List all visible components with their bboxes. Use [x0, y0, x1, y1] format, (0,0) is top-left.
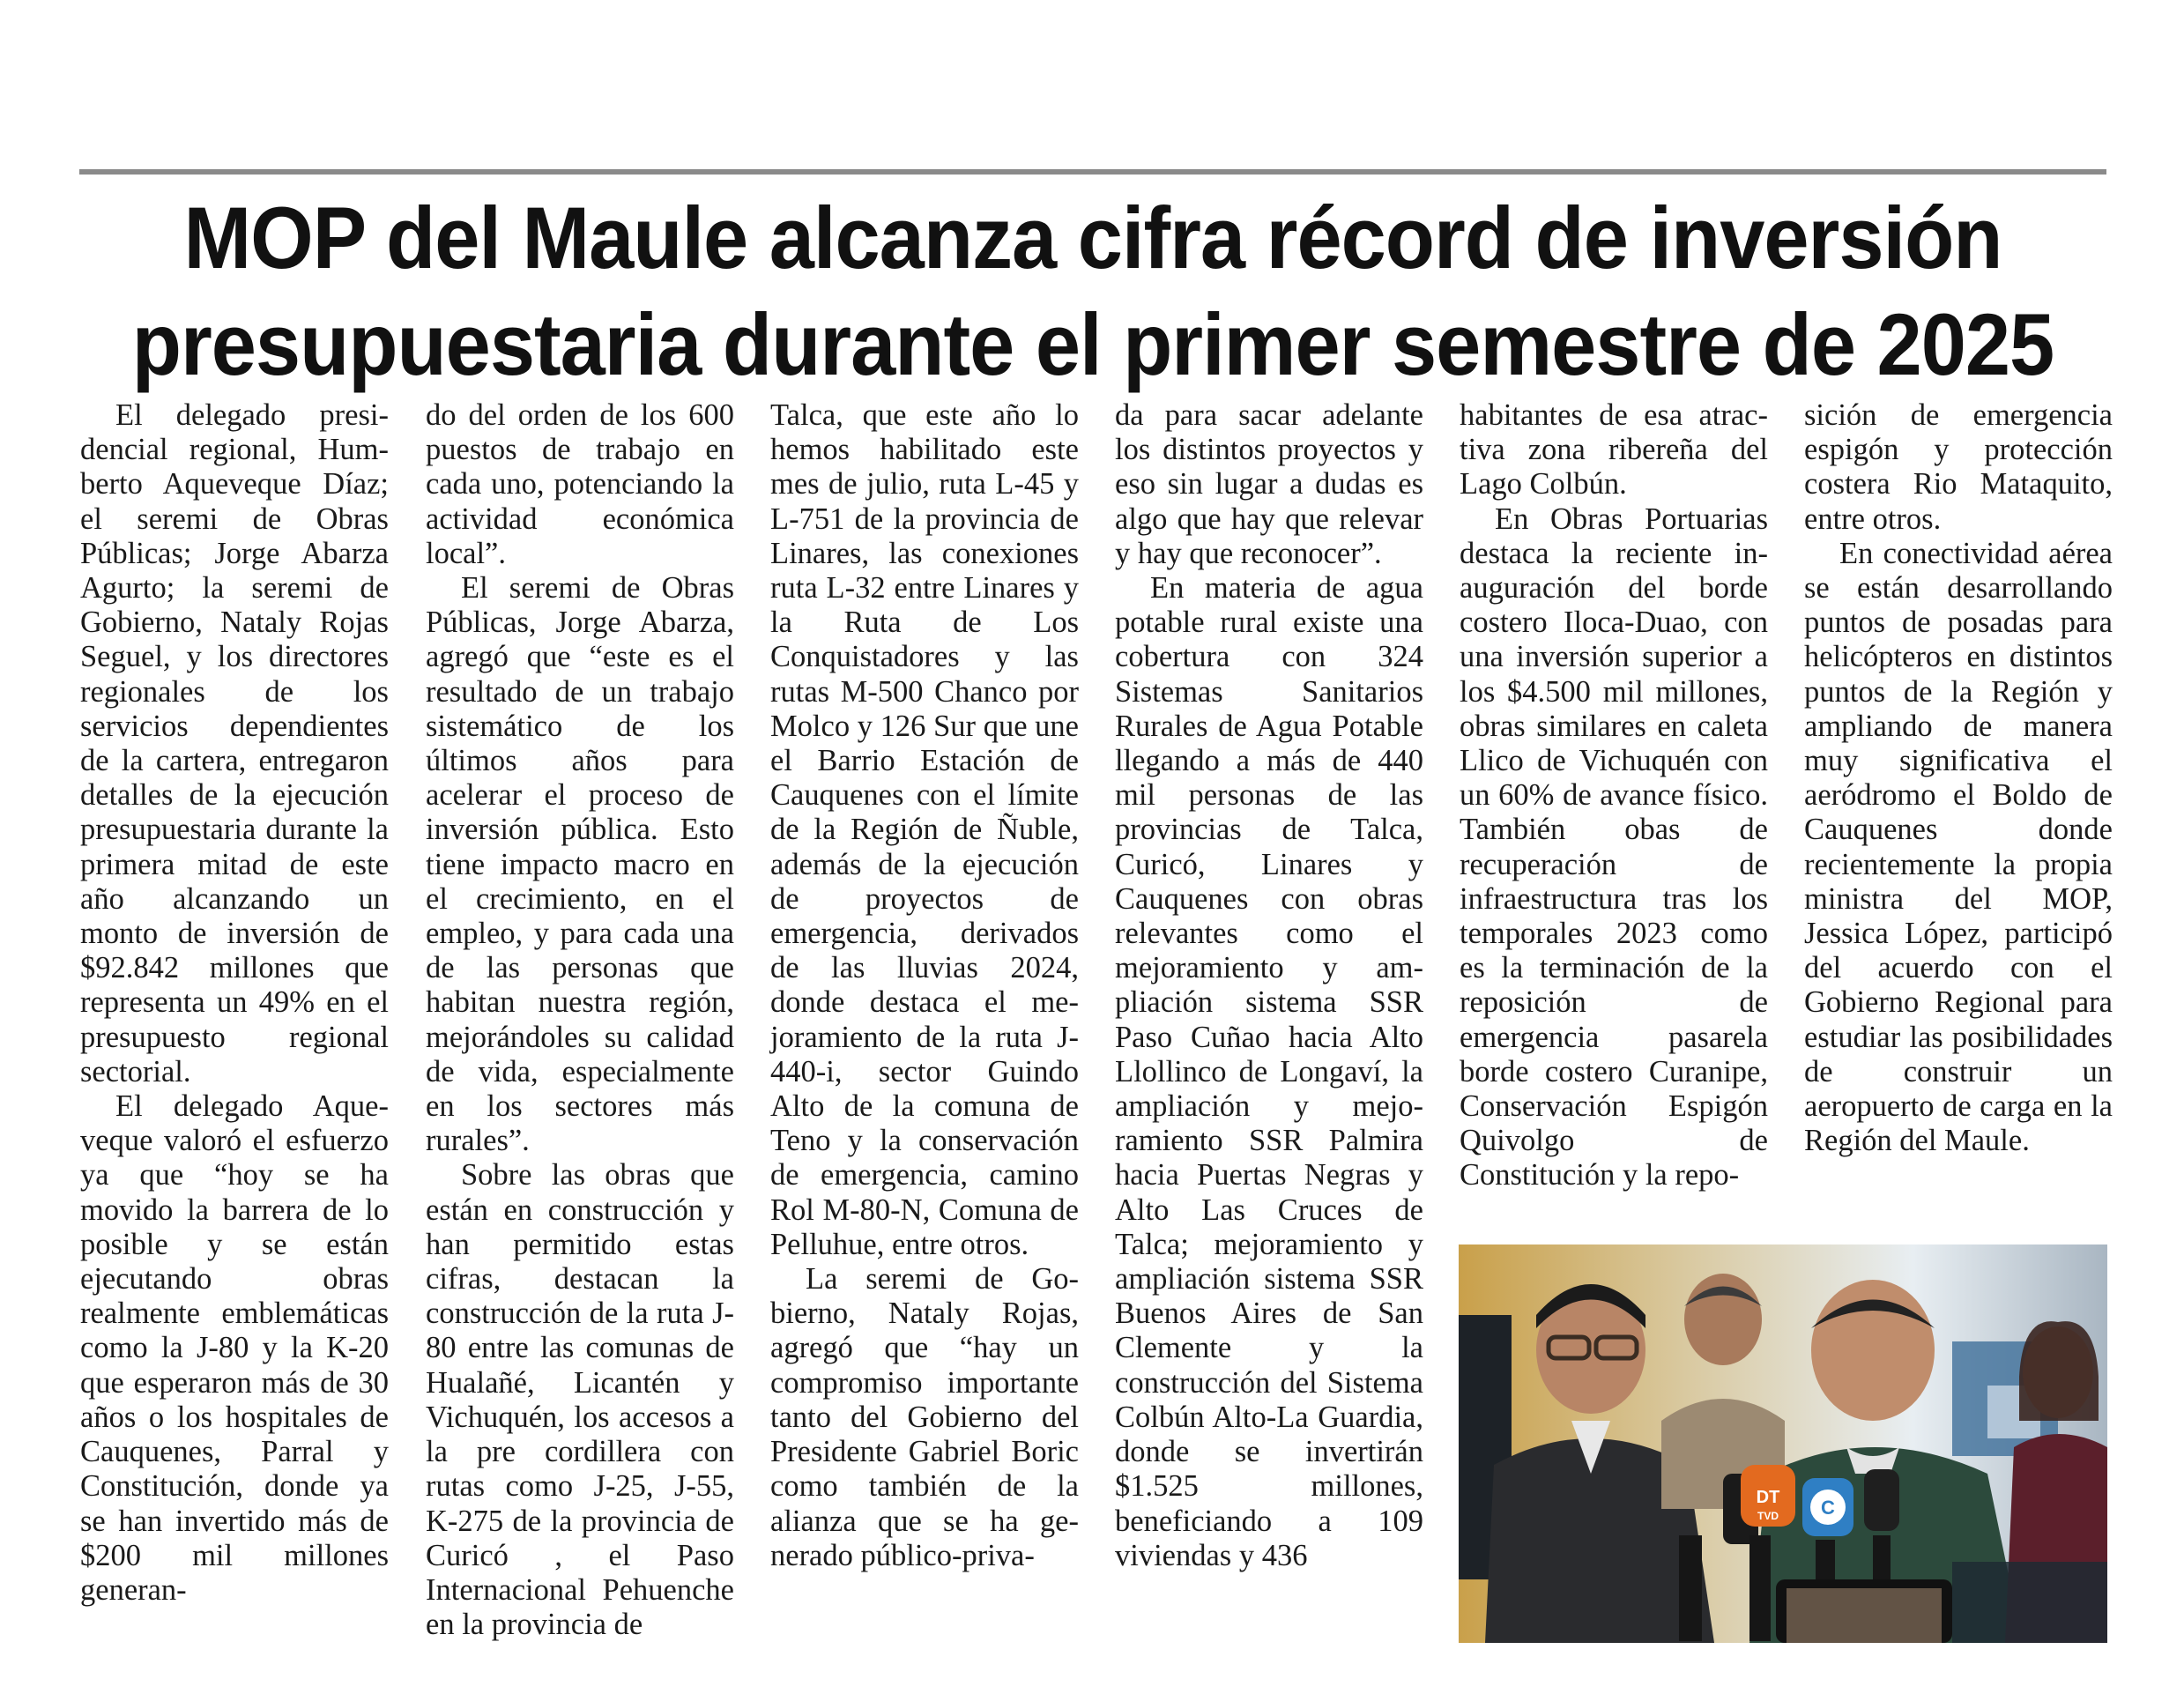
press-photo	[1459, 1244, 2107, 1643]
article-column-2	[426, 398, 734, 1642]
paragraph: En conectividad aérea se están desarrollando puntos de posadas para helicópteros en distintos puntos de la Región y ampliando de manera muy significativa el aeródromo el Boldo de Cauquenes donde recientemente la propia ministra del MOP, Jessica López, participó del acuerdo con el Gobierno Regional para estudiar las posibilidades de construir un aeropuerto de carga en la Región del Maule.	[1804, 536, 2113, 1158]
paragraph: La seremi de Gobierno, Nataly Rojas, agregó que “hay un compromiso importante tanto del Gobierno del Presidente Gabriel Boric como también de la alianza que se ha generado público-priva-	[770, 1262, 1079, 1572]
paragraph: En Obras Portuarias destaca la reciente inauguración del borde costero Iloca-Duao, con una inversión superior a los $4.500 mil millones, obras similares en caleta Llico de Vichuquén con un 60% de avance físico. También obas de recuperación de infraestructura tras los temporales 2023 como es la terminación de la reposición de emergencia pasarela borde costero Curanipe, Conservación Espigón Quivolgo de Constitución y la repo-	[1460, 502, 1768, 1192]
press-photo-illustration	[1459, 1244, 2107, 1643]
headline-line-2: presupuestaria durante el primer semestre de 2025	[131, 296, 2054, 394]
mic-flag-tvd: TVD	[1757, 1510, 1779, 1522]
paragraph: da para sacar adelante los distintos proyectos y eso sin lugar a dudas es algo que hay que relevar y hay que reconocer”.	[1115, 398, 1423, 570]
headline-line-1: MOP del Maule alcanza cifra récord de inversión	[183, 189, 2002, 287]
article-column-5	[1460, 398, 1768, 1193]
article-column-1	[80, 398, 389, 1608]
article-column-3	[770, 398, 1079, 1573]
paragraph: En materia de agua potable rural existe una cobertura con 324 Sistemas Sanitarios Rurales de Agua Potable llegando a más de 440 mil personas de las provincias de Talca, Curicó, Linares y Cauquenes con obras relevantes como el mejoramiento y ampliación sistema SSR Paso Cuñao hacia Alto Llollinco de Longaví, la ampliación y mejoramiento SSR Palmira hacia Puertas Negras y Alto Las Cruces de Talca; mejoramiento y ampliación sistema SSR Buenos Aires de San Clemente y la construcción del Sistema Colbún Alto-La Guardia, donde se invertirán $1.525 millones, beneficiando a 109 viviendas y 436	[1115, 571, 1423, 1572]
top-rule	[79, 169, 2106, 175]
paragraph: do del orden de los 600 puestos de trabajo en cada uno, potenciando la actividad económica local”.	[426, 398, 734, 570]
paragraph: El seremi de Obras Públicas, Jorge Abarza, agregó que “este es el resultado de un trabajo sistemático de los últimos años para acelerar el proceso de inversión pública. Esto tiene impacto macro en el crecimiento, en el empleo, y para cada una de las personas que habitan nuestra región, mejorándoles su calidad de vida, especialmente en los sectores más rurales”.	[426, 571, 734, 1158]
mic-flag-c: C	[1821, 1497, 1835, 1519]
paragraph: Sobre las obras que están en construcción y han permitido estas cifras, destacan la construcción de la ruta J-80 entre las comunas de Hualañé, Licantén y Vichuquén, los accesos a la pre cordillera con rutas como J-25, J-55, K-275 de la provincia de Curicó , el Paso Internacional Pehuenche en la provincia de	[426, 1158, 734, 1642]
paragraph: sición de emergencia espigón y protección costera Rio Mataquito, entre otros.	[1804, 398, 2113, 536]
article-column-4	[1115, 398, 1423, 1573]
paragraph: El delegado Aqueveque valoró el esfuerzo ya que “hoy se ha movido la barrera de lo posible y se están ejecutando obras realmente emblemáticas como la J-80 y la K-20 que esperaron más de 30 años o los hospitales de Cauquenes, Parral y Constitución, donde ya se han invertido más de $200 mil millones generan-	[80, 1089, 389, 1607]
paragraph: El delegado presidencial regional, Humberto Aqueveque Díaz; el seremi de Obras Públicas; Jorge Abarza Agurto; la seremi de Gobierno, Nataly Rojas Seguel, y los directores regionales de los servicios dependientes de la cartera, entregaron detalles de la ejecución presupuestaria durante la primera mitad de este año alcanzando un monto de inversión de $92.842 millones que representa un 49% en el presupuesto regional sectorial.	[80, 398, 389, 1088]
paragraph: Talca, que este año lo hemos habilitado este mes de julio, ruta L-45 y L-751 de la provincia de Linares, las conexiones ruta L-32 entre Linares y la Ruta de Los Conquistadores y las rutas M-500 Chanco por Molco y 126 Sur que une el Barrio Estación de Cauquenes con el límite de la Región de Ñuble, además de la ejecución de proyectos de emergencia, derivados de las lluvias 2024, donde destaca el mejoramiento de la ruta J-440-i, sector Guindo Alto de la comuna de Teno y la conservación de emergencia, camino Rol M-80-N, Comuna de Pelluhue, entre otros.	[770, 398, 1079, 1261]
headline	[79, 185, 2106, 398]
mic-flag-dt: DT	[1756, 1488, 1780, 1507]
paragraph: habitantes de esa atractiva zona ribereña del Lago Colbún.	[1460, 398, 1768, 502]
article-column-6	[1804, 398, 2113, 1158]
